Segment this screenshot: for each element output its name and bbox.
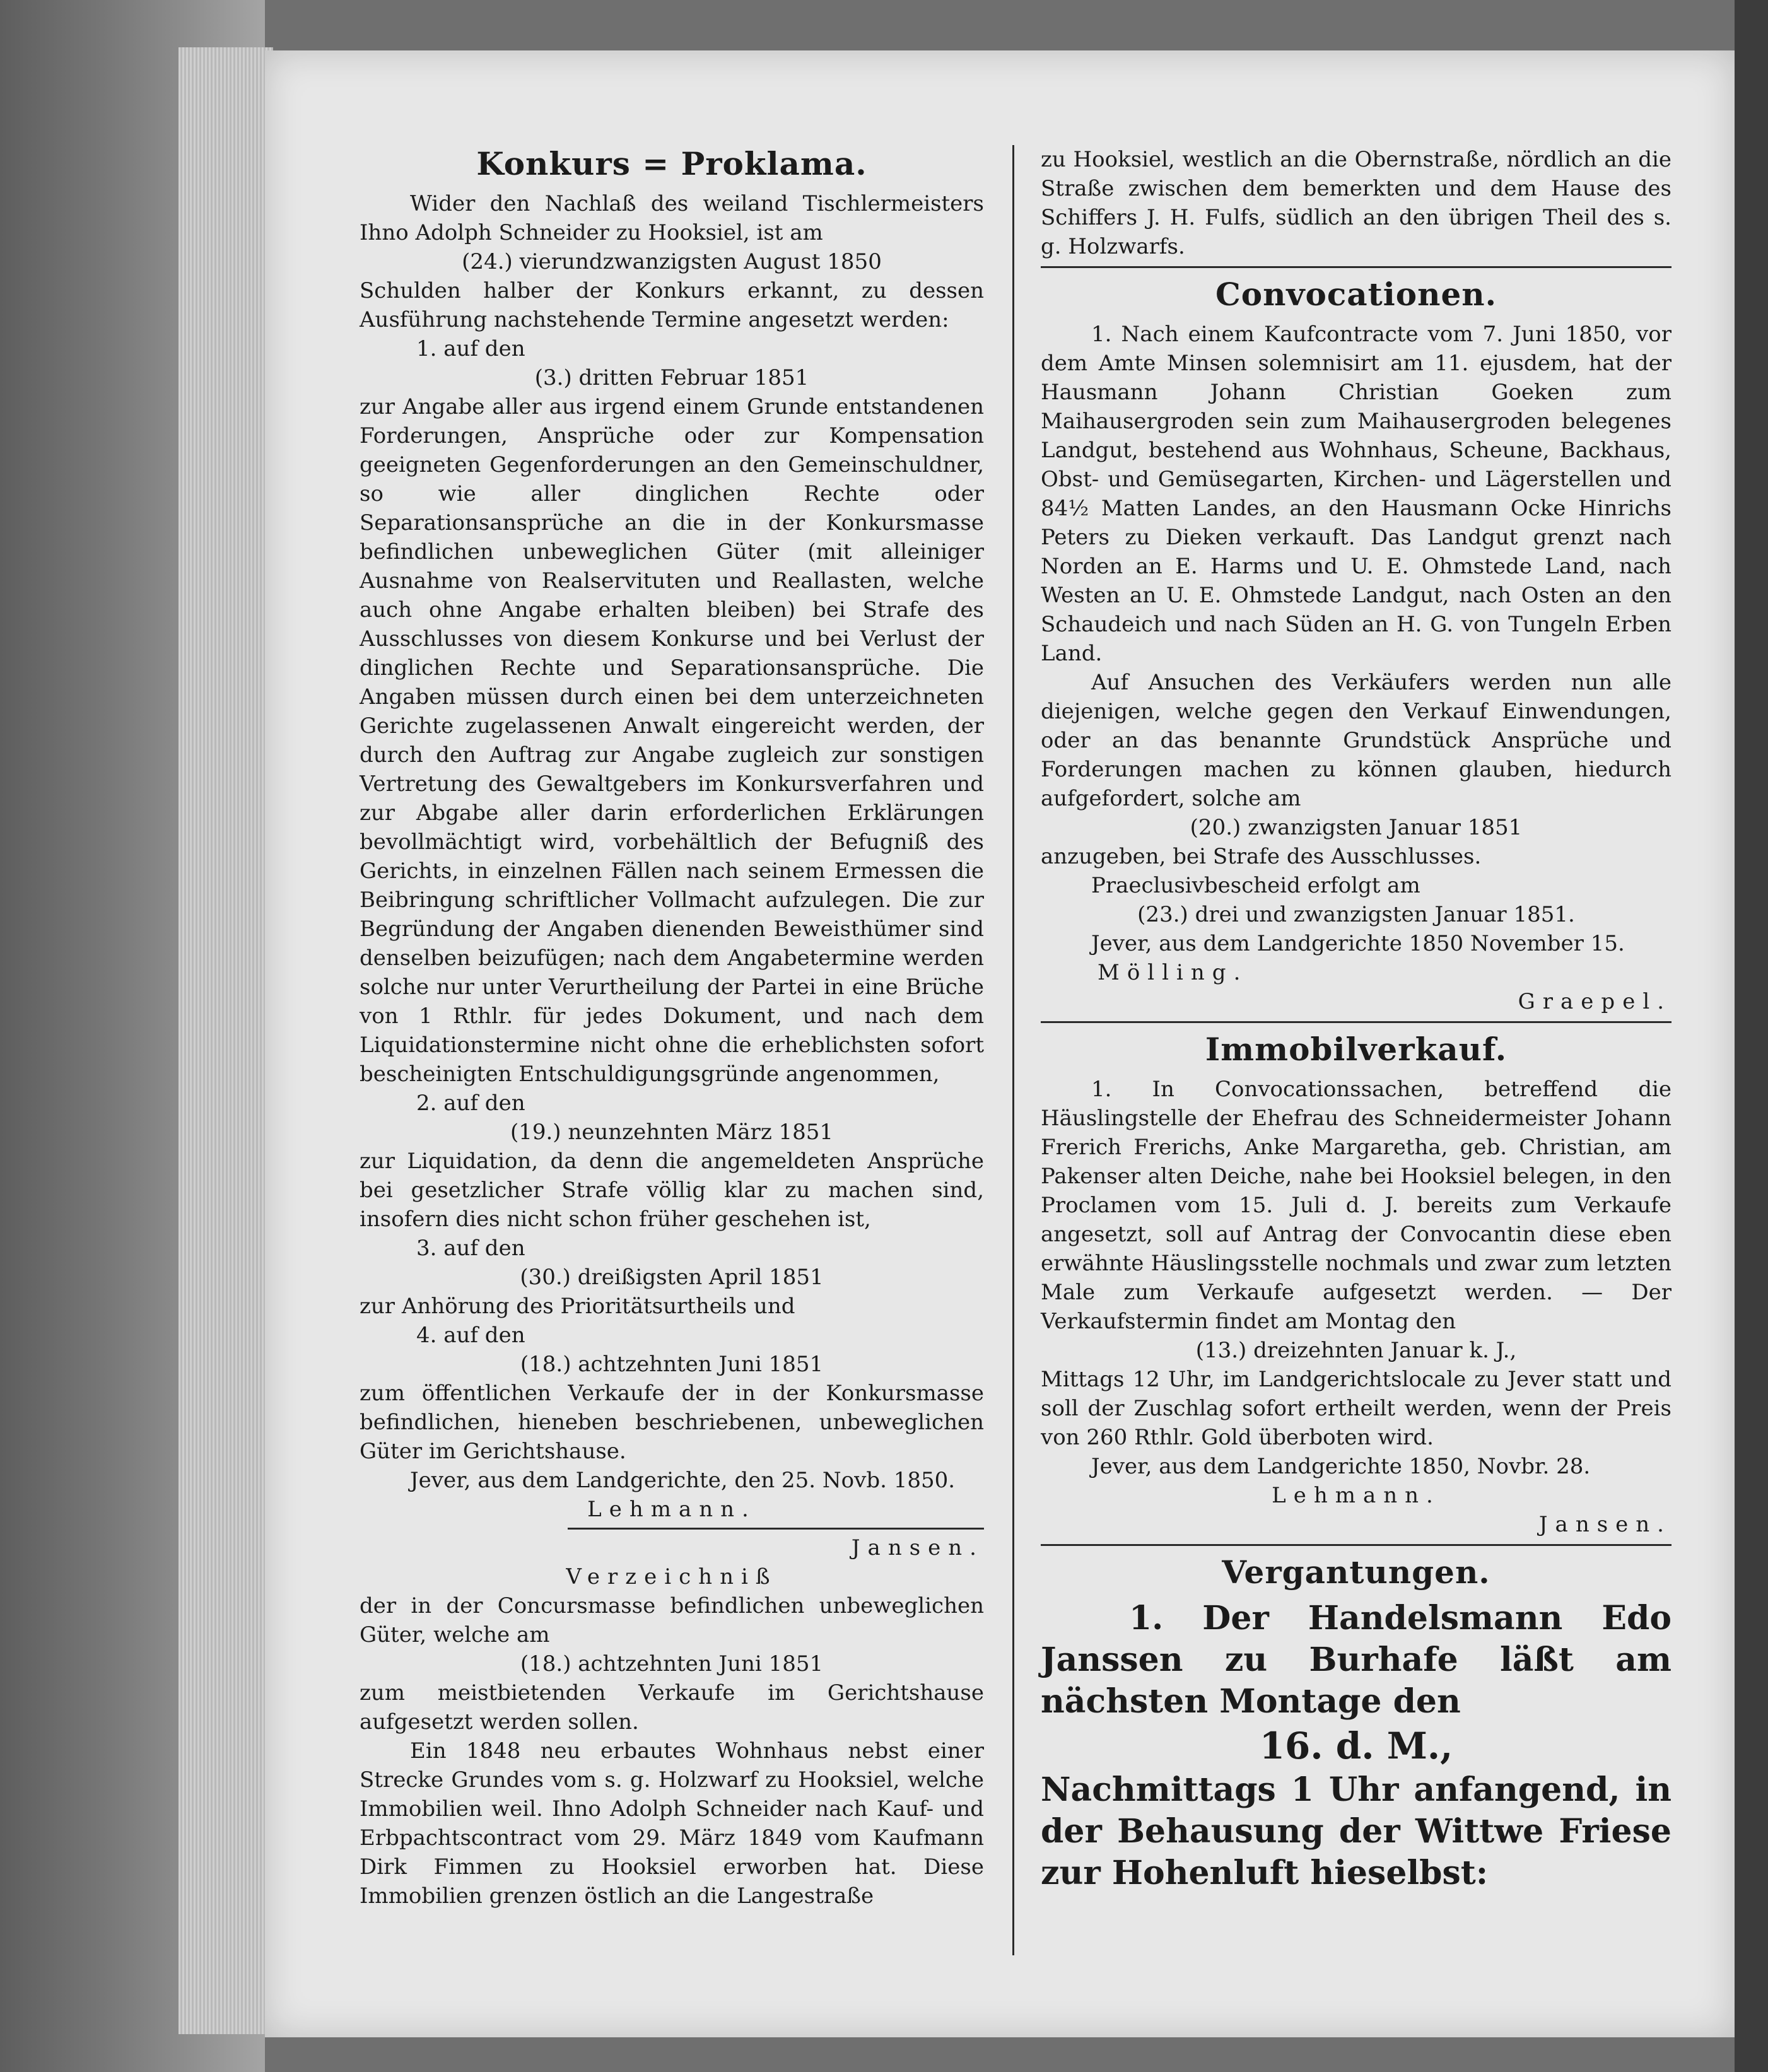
vergantung-text: 1. Der Handelsmann Edo Janssen zu Burhafe läßt am nächsten Montage den bbox=[1041, 1599, 1671, 1721]
convocation-penalty: anzugeben, bei Strafe des Ausschlusses. bbox=[1041, 844, 1482, 869]
konkurs-terms-intro: Schulden halber der Konkurs erkannt, zu dessen Ausführung nachstehende Termine angesetzt werden: bbox=[360, 278, 984, 332]
konkurs-signature-1: Lehmann. bbox=[587, 1497, 756, 1522]
verzeichnis-date: (18.) achtzehnten Juni 1851 bbox=[520, 1651, 824, 1677]
convocation-signature-2: Graepel. bbox=[1518, 989, 1671, 1014]
term-2-text: zur Liquidation, da denn die angemeldeten Ansprüche bei gesetzlicher Strafe völlig klar zu machen sind, insofern dies nicht schon früher geschehen ist, bbox=[360, 1149, 984, 1232]
convocation-date-1: (20.) zwanzigsten Januar 1851 bbox=[1190, 815, 1523, 840]
konkurs-proklama-title: Konkurs = Proklama. bbox=[476, 145, 867, 182]
konkurs-place-date: Jever, aus dem Landgerichte, den 25. Novb. 1850. bbox=[410, 1468, 956, 1493]
column-divider bbox=[1012, 145, 1014, 1955]
section-rule bbox=[1041, 266, 1671, 268]
convocation-date-2: (23.) drei und zwanzigsten Januar 1851. bbox=[1137, 902, 1575, 927]
immobilverkauf-signature-2: Jansen. bbox=[1538, 1512, 1671, 1537]
konkurs-date: (24.) vierundzwanzigsten August 1850 bbox=[462, 249, 882, 274]
immobilverkauf-signature-1: Lehmann. bbox=[1272, 1483, 1441, 1508]
verzeichnis-intro: der in der Concursmasse befindlichen unbeweglichen Güter, welche am bbox=[360, 1593, 984, 1648]
verzeichnis-property-text: Ein 1848 neu erbautes Wohnhaus nebst einer Strecke Grundes vom s. g. Holzwarf zu Hooksiel, welche Immobilien weil. Ihno Adolph Schneider nach Kauf- und Erbpachtscontract vom 29. März 1849 vom Kaufmann Dirk Fimmen zu Hooksiel erworben hat. Diese Immobilien grenzen östlich an die Langestraße bbox=[360, 1738, 984, 1909]
term-3-text: zur Anhörung des Prioritätsurtheils und bbox=[360, 1294, 795, 1319]
term-4-date: (18.) achtzehnten Juni 1851 bbox=[520, 1352, 824, 1377]
term-4-text: zum öffentlichen Verkaufe der in der Konkursmasse befindlichen, hieneben beschriebenen, unbeweglichen Güter im Gerichtshause. bbox=[360, 1381, 984, 1464]
immobilverkauf-place-date: Jever, aus dem Landgerichte 1850, Novbr. 28. bbox=[1091, 1454, 1591, 1479]
immobilverkauf-date: (13.) dreizehnten Januar k. J., bbox=[1195, 1338, 1517, 1363]
convocation-request: Auf Ansuchen des Verkäufers werden nun alle diejenigen, welche gegen den Verkauf Einwendungen, oder an das benannte Grundstück Ansprüche und Forderungen machen zu können glauben, hiedurch aufgefordert, solche am bbox=[1041, 670, 1671, 811]
convocation-signature-1: Mölling. bbox=[1098, 960, 1248, 985]
convocation-text: 1. Nach einem Kaufcontracte vom 7. Juni 1850, vor dem Amte Minsen solemnisirt am 11. ejusdem, hat der Hausmann Johann Christian Goeken zum Maihausergroden sein zum Maihausergroden belegenes Landgut, bestehend aus Wohnhaus, Scheune, Backhaus, Obst- und Gemüsegarten, Kirchen- und Lägerstellen und 84½ Matten Landes, an den Hausmann Ocke Hinrichs Peters zu Dieken verkauft. Das Landgut grenzt nach Norden an E. Harms und U. E. Ohmstede Land, nach Westen an U. E. Ohmstede Landgut, nach Osten an den Schaudeich und nach Süden an H. G. von Tungeln Erben Land. bbox=[1041, 322, 1671, 666]
left-column bbox=[360, 145, 984, 1911]
convocationen-title: Convocationen. bbox=[1215, 276, 1497, 313]
property-continuation: zu Hooksiel, westlich an die Obernstraße, nördlich an die Straße zwischen dem bemerkten und dem Hause des Schiffers J. H. Fulfs, südlich an den übrigen Theil des s. g. Holzwarfs. bbox=[1041, 147, 1671, 259]
term-3-date: (30.) dreißigsten April 1851 bbox=[520, 1265, 824, 1290]
verzeichnis-title: Verzeichniß bbox=[566, 1564, 778, 1589]
signature-rule bbox=[568, 1528, 984, 1530]
section-rule bbox=[1041, 1021, 1671, 1023]
term-1-label: 1. auf den bbox=[416, 336, 525, 361]
konkurs-intro: Wider den Nachlaß des weiland Tischlermeisters Ihno Adolph Schneider zu Hooksiel, ist am bbox=[360, 191, 984, 245]
newspaper-page bbox=[265, 50, 1735, 2037]
vergantung-date: 16. d. M., bbox=[1259, 1724, 1453, 1767]
verzeichnis-sale-text: zum meistbietenden Verkaufe im Gerichtshause aufgesetzt werden sollen. bbox=[360, 1680, 984, 1735]
term-2-date: (19.) neunzehnten März 1851 bbox=[510, 1120, 834, 1145]
convocation-place-date: Jever, aus dem Landgerichte 1850 November 15. bbox=[1091, 931, 1625, 956]
immobilverkauf-text: 1. In Convocationssachen, betreffend die Häuslingstelle der Ehefrau des Schneidermeister Johann Frerich Frerichs, Anke Margaretha, geb. Christian, am Pakenser alten Deiche, nahe bei Hooksiel belegen, in den Proclamen vom 15. Juli d. J. bereits zum Verkaufe angesetzt, soll auf Antrag der Convocantin diese eben erwähnte Häuslingsstelle nochmals und zwar zum letzten Male zum Verkaufe aufgesetzt werden. — Der Verkaufstermin findet am Montag den bbox=[1041, 1077, 1671, 1334]
book-gutter-right bbox=[1735, 0, 1768, 2072]
term-1-text: zur Angabe aller aus irgend einem Grunde entstandenen Forderungen, Ansprüche oder zur Kompensation geeigneten Gegenforderungen an den Gemeinschuldner, so wie aller dinglichen Rechte oder Separationsansprüche an die in der Konkursmasse befindlichen unbeweglichen Güter (mit alleiniger Ausnahme von Realservituten und Reallasten, welche auch ohne Angabe erhalten bleiben) bei Strafe des Ausschlusses von diesem Konkurse und bei Verlust der dinglichen Rechte und Separationsansprüche. Die Angaben müssen durch einen bei dem unterzeichneten Gerichte zugelassenen Anwalt eingereicht werden, der durch den Auftrag zur Angabe zugleich zur sonstigen Vertretung des Gewaltgebers im Konkursverfahren und zur Abgabe aller darin erforderlichen Erklärungen bevollmächtigt wird, vorbehältlich der Befugniß des Gerichts, in einzelnen Fällen nach seinem Ermessen die Beibringung schriftlicher Vollmacht aufzulegen. Die zur Begründung der Angaben dienenden Beweisthümer sind denselben beizufügen; nach dem Angabetermine werden solche nur unter Verurtheilung der Partei in eine Brüche von 1 Rthlr. für jedes Dokument, und nach dem Liquidationstermine nicht ohne die erheblichsten sofort bescheinigten Entschuldigungsgründe angenommen, bbox=[360, 394, 984, 1087]
term-1-date: (3.) dritten Februar 1851 bbox=[534, 365, 809, 390]
section-rule bbox=[1041, 1544, 1671, 1546]
vergantung-location: Nachmittags 1 Uhr anfangend, in der Behausung der Wittwe Friese zur Hohenluft hieselbst: bbox=[1041, 1771, 1671, 1892]
page-edges bbox=[177, 47, 273, 2034]
term-3-label: 3. auf den bbox=[416, 1236, 525, 1261]
term-2-label: 2. auf den bbox=[416, 1091, 525, 1116]
immobilverkauf-terms: Mittags 12 Uhr, im Landgerichtslocale zu Jever statt und soll der Zuschlag sofort ertheilt werden, wenn der Preis von 260 Rthlr. Gold überboten wird. bbox=[1041, 1367, 1671, 1450]
right-column bbox=[1041, 145, 1671, 1894]
konkurs-signature-2: Jansen. bbox=[851, 1535, 984, 1560]
convocation-praeclusiv: Praeclusivbescheid erfolgt am bbox=[1091, 873, 1420, 898]
immobilverkauf-title: Immobilverkauf. bbox=[1205, 1031, 1507, 1068]
term-4-label: 4. auf den bbox=[416, 1323, 525, 1348]
vergantungen-title: Vergantungen. bbox=[1222, 1554, 1490, 1591]
